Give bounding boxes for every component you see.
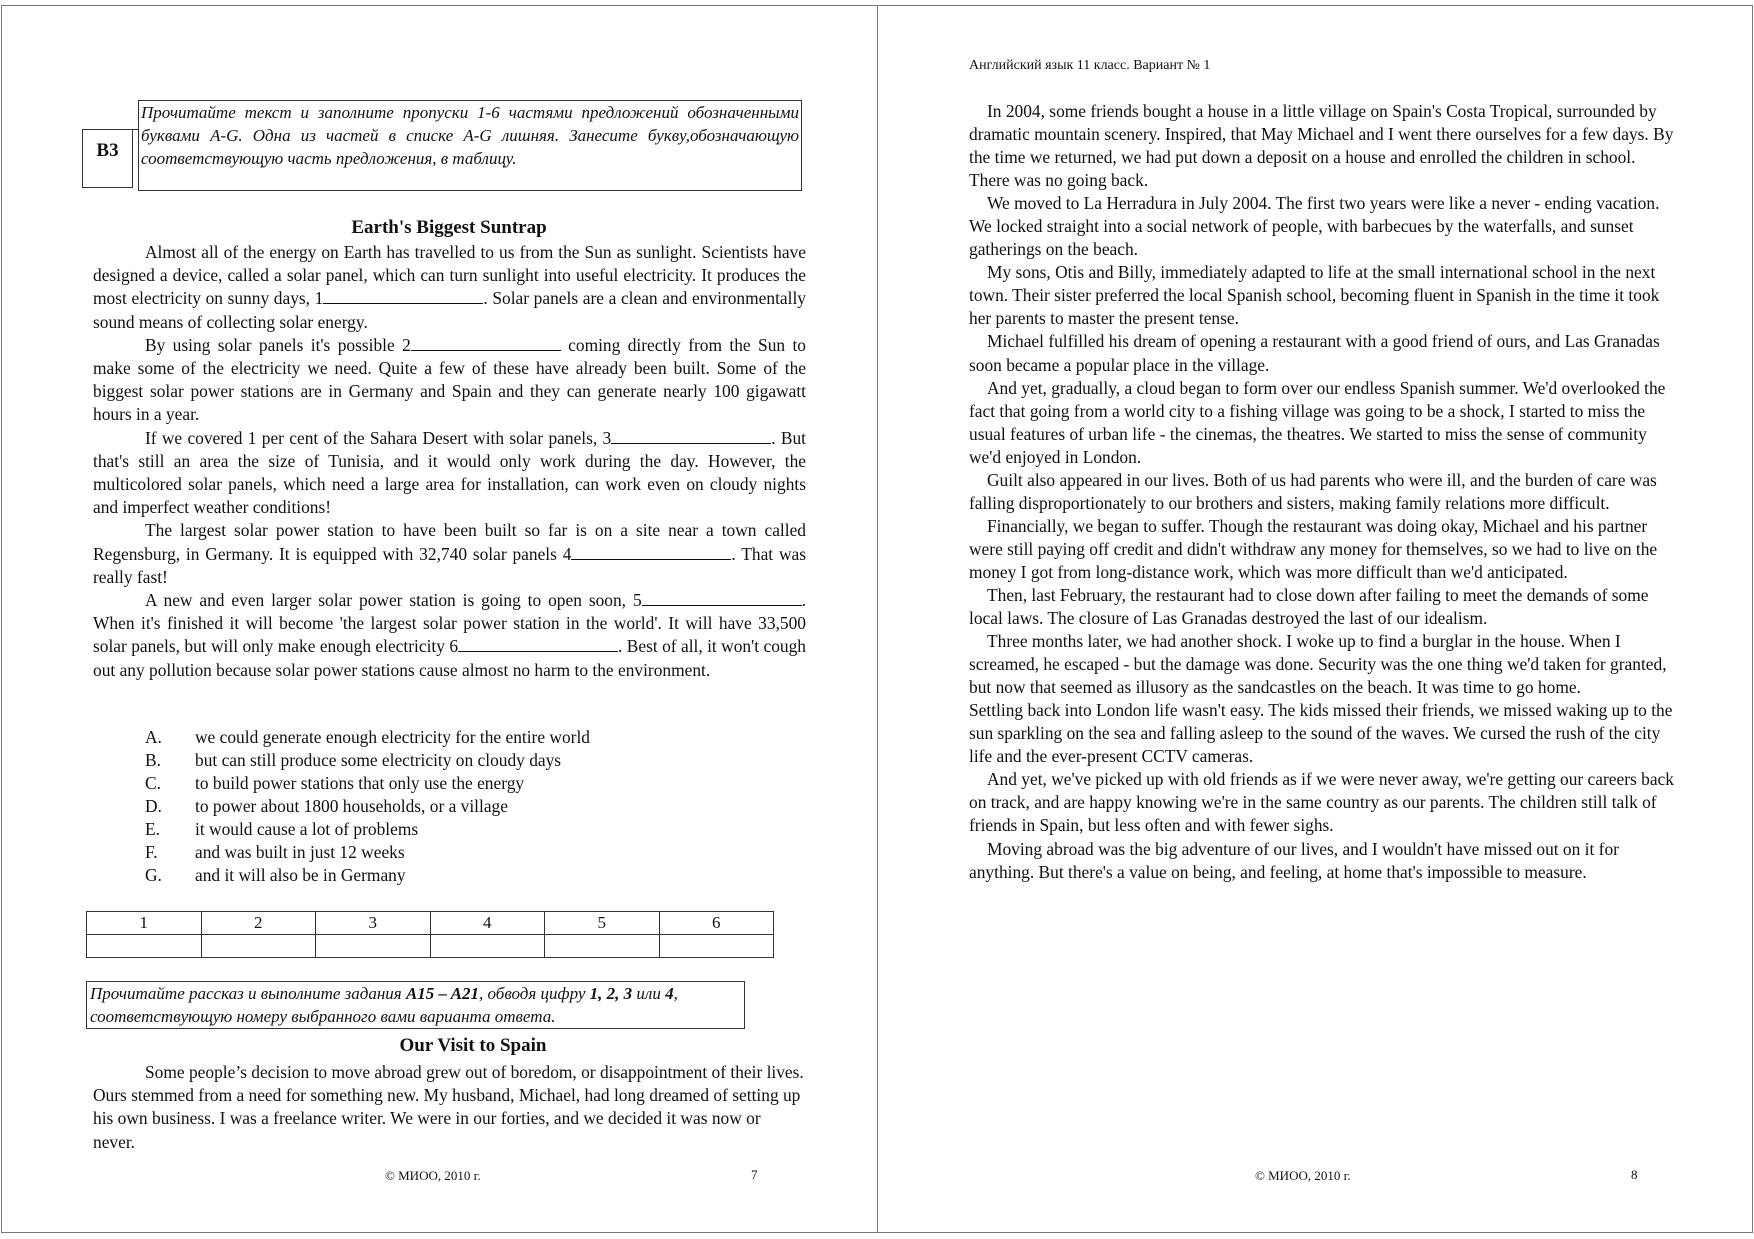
page-number-right: 8 (1631, 1167, 1638, 1182)
answer-cell-6[interactable] (659, 935, 774, 958)
option-text: but can still produce some electricity on cloudy days (195, 750, 562, 770)
option-letter: A. (145, 727, 162, 747)
article-title: Earth's Biggest Suntrap (351, 217, 547, 238)
story-paragraph: Three months later, we had another shock. I woke up to find a burglar in the house. When I screamed, he escaped - but the damage was done. Security was the one thing we'd taken for granted, but now that seemed as illusory as the sandcastles on the beach. It was time to go home. (969, 631, 1667, 698)
paragraph-text: The largest solar power station to have been built so far is on a site near a town called Regensburg, in Germany. It is equipped with 32,740 solar panels 4 (93, 520, 806, 564)
article-paragraph-4 (93, 519, 806, 589)
paragraph-text: coming directly from the Sun to make some of the electricity we need. Quite a few of these have already been built. Some of the biggest solar power stations are in Germany and Spain and they can generate nearly 100 gigawatt hours in a year. (93, 334, 806, 425)
paragraph-text: . That was really fast! (93, 543, 806, 587)
gap-1 (323, 289, 483, 304)
story-title: Our Visit to Spain (399, 1035, 547, 1056)
story-paragraph: Guilt also appeared in our lives. Both of us had parents who were ill, and the burden of care was falling disproportionately to our brothers and sisters, making family relations more difficult. (969, 469, 1657, 513)
article-paragraph-2 (93, 334, 806, 427)
story-paragraph: Then, last February, the restaurant had to close down after failing to meet the demands of some local laws. The closure of Las Granadas destroyed the last of our idealism. (969, 584, 1649, 629)
option-letter: F. (145, 842, 158, 862)
answer-table-header: 3 (316, 912, 431, 935)
answer-digits: 1, 2, 3 (589, 984, 633, 1003)
paragraph-text: . Solar panels are a clean and environmentally sound means of collecting solar energy. (93, 288, 806, 332)
gap-3 (611, 429, 771, 444)
answer-cell-3[interactable] (316, 935, 431, 958)
story-paragraph: Moving abroad was the big adventure of our lives, and I wouldn't have missed out on it for anything. But there's a value on being, and feeling, at home that's impossible to measure. (969, 838, 1619, 882)
story-paragraph: Financially, we began to suffer. Though the restaurant was doing okay, Michael and his partner were still paying off credit and didn't withdraw any money for themselves, so we had to live on the money I got from long-distance work, which was more difficult than we'd anticipated. (969, 515, 1658, 582)
article-paragraph-1 (93, 241, 806, 334)
story-body (93, 1061, 806, 1154)
story-paragraph: In 2004, some friends bought a house in a little village on Spain's Costa Tropical, surrounded by dramatic mountain scenery. Inspired, that May Michael and I went there ourselves for a few days. By the time we returned, we had put down a deposit on a house and enrolled the children in school. There was no going back. (969, 101, 1674, 191)
answer-table-header: 6 (659, 912, 774, 935)
paragraph-text: . When it's finished it will become 'the largest solar power station in the world'. It will have 33,500 solar panels, but will only make enough electricity 6 (93, 590, 806, 657)
option-item (145, 841, 745, 864)
options-list (145, 726, 745, 887)
paragraph-text: A new and even larger solar power station is going to open soon, 5 (145, 590, 642, 611)
task-label: B3 (82, 129, 133, 188)
page-header: Английский язык 11 класс. Вариант № 1 (969, 58, 1211, 73)
page-number-left: 7 (751, 1167, 758, 1182)
option-text: and it will also be in Germany (195, 865, 406, 885)
story-paragraph: My sons, Otis and Billy, immediately adapted to life at the small international school in the next town. Their sister preferred the local Spanish school, becoming fluent in Spanish in the time it took her parents to master the present tense. (969, 262, 1660, 329)
option-letter: G. (145, 865, 162, 885)
option-item (145, 726, 745, 749)
answer-cell-2[interactable] (201, 935, 316, 958)
task-range: A15 – A21 (405, 984, 480, 1003)
instruction-text: , обводя цифру (479, 984, 590, 1003)
article-paragraph-3 (93, 427, 806, 520)
paragraph-text: . Best of all, it won't cough out any pollution because solar power stations cause almost no harm to the environment. (93, 636, 806, 680)
story-paragraph: And yet, gradually, a cloud began to form over our endless Spanish summer. We'd overlooked the fact that going from a world city to a fishing village was going to be a shock, I started to miss the usual features of urban life - the cinemas, the theatres. We started to miss the sense of community we'd enjoyed in London. (969, 377, 1666, 467)
story-paragraph: Some people’s decision to move abroad grew out of boredom, or disappointment of their lives. Ours stemmed from a need for something new. My husband, Michael, had long dreamed of setting up his own business. I was a freelance writer. We were in our forties, and we decided it was now or never. (93, 1062, 804, 1152)
paragraph-text: By using solar panels it's possible 2 (145, 334, 411, 355)
option-text: to build power stations that only use the energy (195, 773, 525, 793)
answer-table-header-row (87, 912, 774, 935)
gap-4 (571, 545, 731, 560)
paragraph-text: . But that's still an area the size of Tunisia, and it would only work during the day. However, the multicolored solar panels, which need a large area for installation, can work even on cloudy nights and imperfect weather conditions! (93, 427, 807, 518)
option-item (145, 795, 745, 818)
option-item (145, 818, 745, 841)
gap-5 (642, 591, 802, 606)
option-letter: E. (145, 819, 160, 839)
option-letter: B. (145, 750, 161, 770)
article-body (93, 241, 806, 682)
story-paragraph: We moved to La Herradura in July 2004. The first two years were like a never - ending vacation. We locked straight into a social network of people, with barbecues by the waterfalls, and sunset gatherings on the beach. (969, 193, 1660, 260)
option-text: we could generate enough electricity for the entire world (195, 727, 590, 747)
answer-table-header: 2 (201, 912, 316, 935)
option-item (145, 749, 745, 772)
answer-cell-1[interactable] (87, 935, 202, 958)
task-instruction: Прочитайте текст и заполните пропуски 1-6 частями предложений обозначенными буквами A-G. Одна из частей в списке A-G лишняя. Занесите букву,обозначающую соответствующую часть предложения, в таблицу. (138, 100, 802, 191)
answer-table-header: 1 (87, 912, 202, 935)
gap-2 (411, 336, 561, 351)
footer-copyright-right: © МИОО, 2010 г. (1255, 1168, 1351, 1183)
article-paragraph-5 (93, 589, 806, 682)
answer-cell-4[interactable] (430, 935, 545, 958)
instruction-text: или (632, 984, 666, 1003)
option-letter: C. (145, 773, 161, 793)
answer-table-header: 4 (430, 912, 545, 935)
answer-digit: 4 (665, 984, 674, 1003)
instruction-text: , соответствующую номеру выбранного вами варианта ответа. (90, 984, 678, 1026)
option-item (145, 864, 745, 887)
story-continuation (969, 100, 1679, 884)
option-text: it would cause a lot of problems (195, 819, 419, 839)
option-letter: D. (145, 796, 162, 816)
footer-copyright-left: © МИОО, 2010 г. (385, 1168, 481, 1183)
option-text: and was built in just 12 weeks (195, 842, 405, 862)
a15-instruction (86, 981, 745, 1029)
option-text: to power about 1800 households, or a village (195, 796, 508, 816)
gap-6 (458, 637, 618, 652)
instruction-text: Прочитайте рассказ и выполните задания (90, 984, 406, 1003)
answer-table-answer-row (87, 935, 774, 958)
answer-cell-5[interactable] (545, 935, 660, 958)
story-paragraph: Michael fulfilled his dream of opening a restaurant with a good friend of ours, and Las Granadas soon became a popular place in the village. (969, 331, 1660, 375)
story-paragraph: Settling back into London life wasn't easy. The kids missed their friends, we missed waking up to the sun sparkling on the sea and falling asleep to the sound of the waves. We cursed the rush of the city life and the ever-present CCTV cameras. (969, 700, 1673, 767)
answer-table-header: 5 (545, 912, 660, 935)
paragraph-text: Almost all of the energy on Earth has travelled to us from the Sun as sunlight. Scientists have designed a device, called a solar panel, which can turn sunlight into useful electricity. It produces the most electricity on sunny days, 1 (93, 242, 806, 309)
option-item (145, 772, 745, 795)
answer-table (86, 911, 774, 958)
story-paragraph: And yet, we've picked up with old friends as if we were never away, we're getting our careers back on track, and are happy knowing we're in the same country as our parents. The children still talk of friends in Spain, but less often and with fewer sighs. (969, 769, 1674, 836)
paragraph-text: If we covered 1 per cent of the Sahara Desert with solar panels, 3 (145, 427, 612, 448)
